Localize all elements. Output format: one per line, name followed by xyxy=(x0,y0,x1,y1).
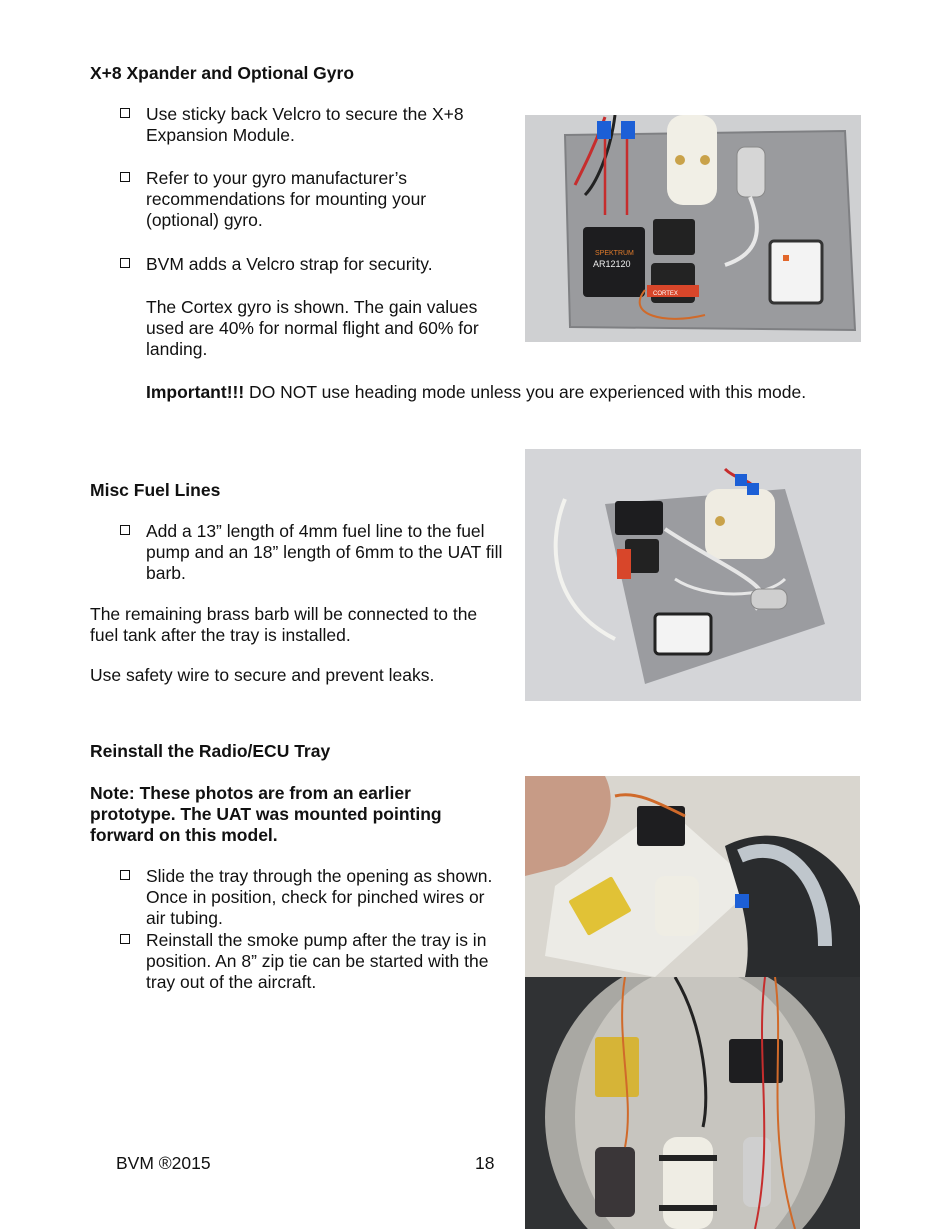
checkbox-icon[interactable] xyxy=(120,525,130,535)
photo-fuel-lines xyxy=(525,449,861,701)
checklist-item-text: BVM adds a Velcro strap for security. xyxy=(146,254,433,274)
footer-page-number: 18 xyxy=(475,1153,495,1173)
section-heading-fuel: Misc Fuel Lines xyxy=(90,480,221,500)
checklist-item-text: Reinstall the smoke pump after the tray is in position. An 8” zip tie can be started with the tray out of the aircraft. xyxy=(146,930,489,992)
gyro-brand-label: CORTEX xyxy=(653,291,678,297)
photo-tray-insertion xyxy=(525,776,860,977)
checklist-item-text: Refer to your gyro manufacturer’s recommendations for mounting your (optional) gyro. xyxy=(146,168,427,230)
checkbox-icon[interactable] xyxy=(120,258,130,268)
important-label: Important!!! xyxy=(146,382,245,402)
fuel-paragraph: Use safety wire to secure and prevent leaks. xyxy=(90,665,435,685)
checkbox-icon[interactable] xyxy=(120,870,130,880)
checkbox-icon[interactable] xyxy=(120,108,130,118)
footer-copyright: BVM ®2015 xyxy=(116,1153,211,1173)
gyro-paragraph: The Cortex gyro is shown. The gain values used are 40% for normal flight and 60% for landing. xyxy=(146,297,479,359)
checkbox-icon[interactable] xyxy=(120,172,130,182)
important-text: DO NOT use heading mode unless you are experienced with this mode. xyxy=(244,382,807,402)
photo-gyro-tray xyxy=(525,115,861,342)
receiver-model-label: AR12120 xyxy=(593,259,631,269)
checklist-item-text: Add a 13” length of 4mm fuel line to the fuel pump and an 18” length of 6mm to the UAT fill barb. xyxy=(146,521,503,583)
section-heading-gyro: X+8 Xpander and Optional Gyro xyxy=(90,63,355,83)
fuel-paragraph: The remaining brass barb will be connected to the fuel tank after the tray is installed. xyxy=(90,604,478,645)
tray-note: Note: These photos are from an earlier prototype. The UAT was mounted pointing forward on this model. xyxy=(90,783,442,845)
checkbox-icon[interactable] xyxy=(120,934,130,944)
photo-fuselage-interior xyxy=(525,977,860,1229)
checklist-item-text: Use sticky back Velcro to secure the X+8 Expansion Module. xyxy=(146,104,464,145)
section-heading-tray: Reinstall the Radio/ECU Tray xyxy=(90,741,331,761)
receiver-brand-label: SPEKTRUM xyxy=(595,250,634,257)
checklist-item-text: Slide the tray through the opening as shown. Once in position, check for pinched wires or air tubing. xyxy=(146,866,493,928)
important-note xyxy=(146,382,886,403)
